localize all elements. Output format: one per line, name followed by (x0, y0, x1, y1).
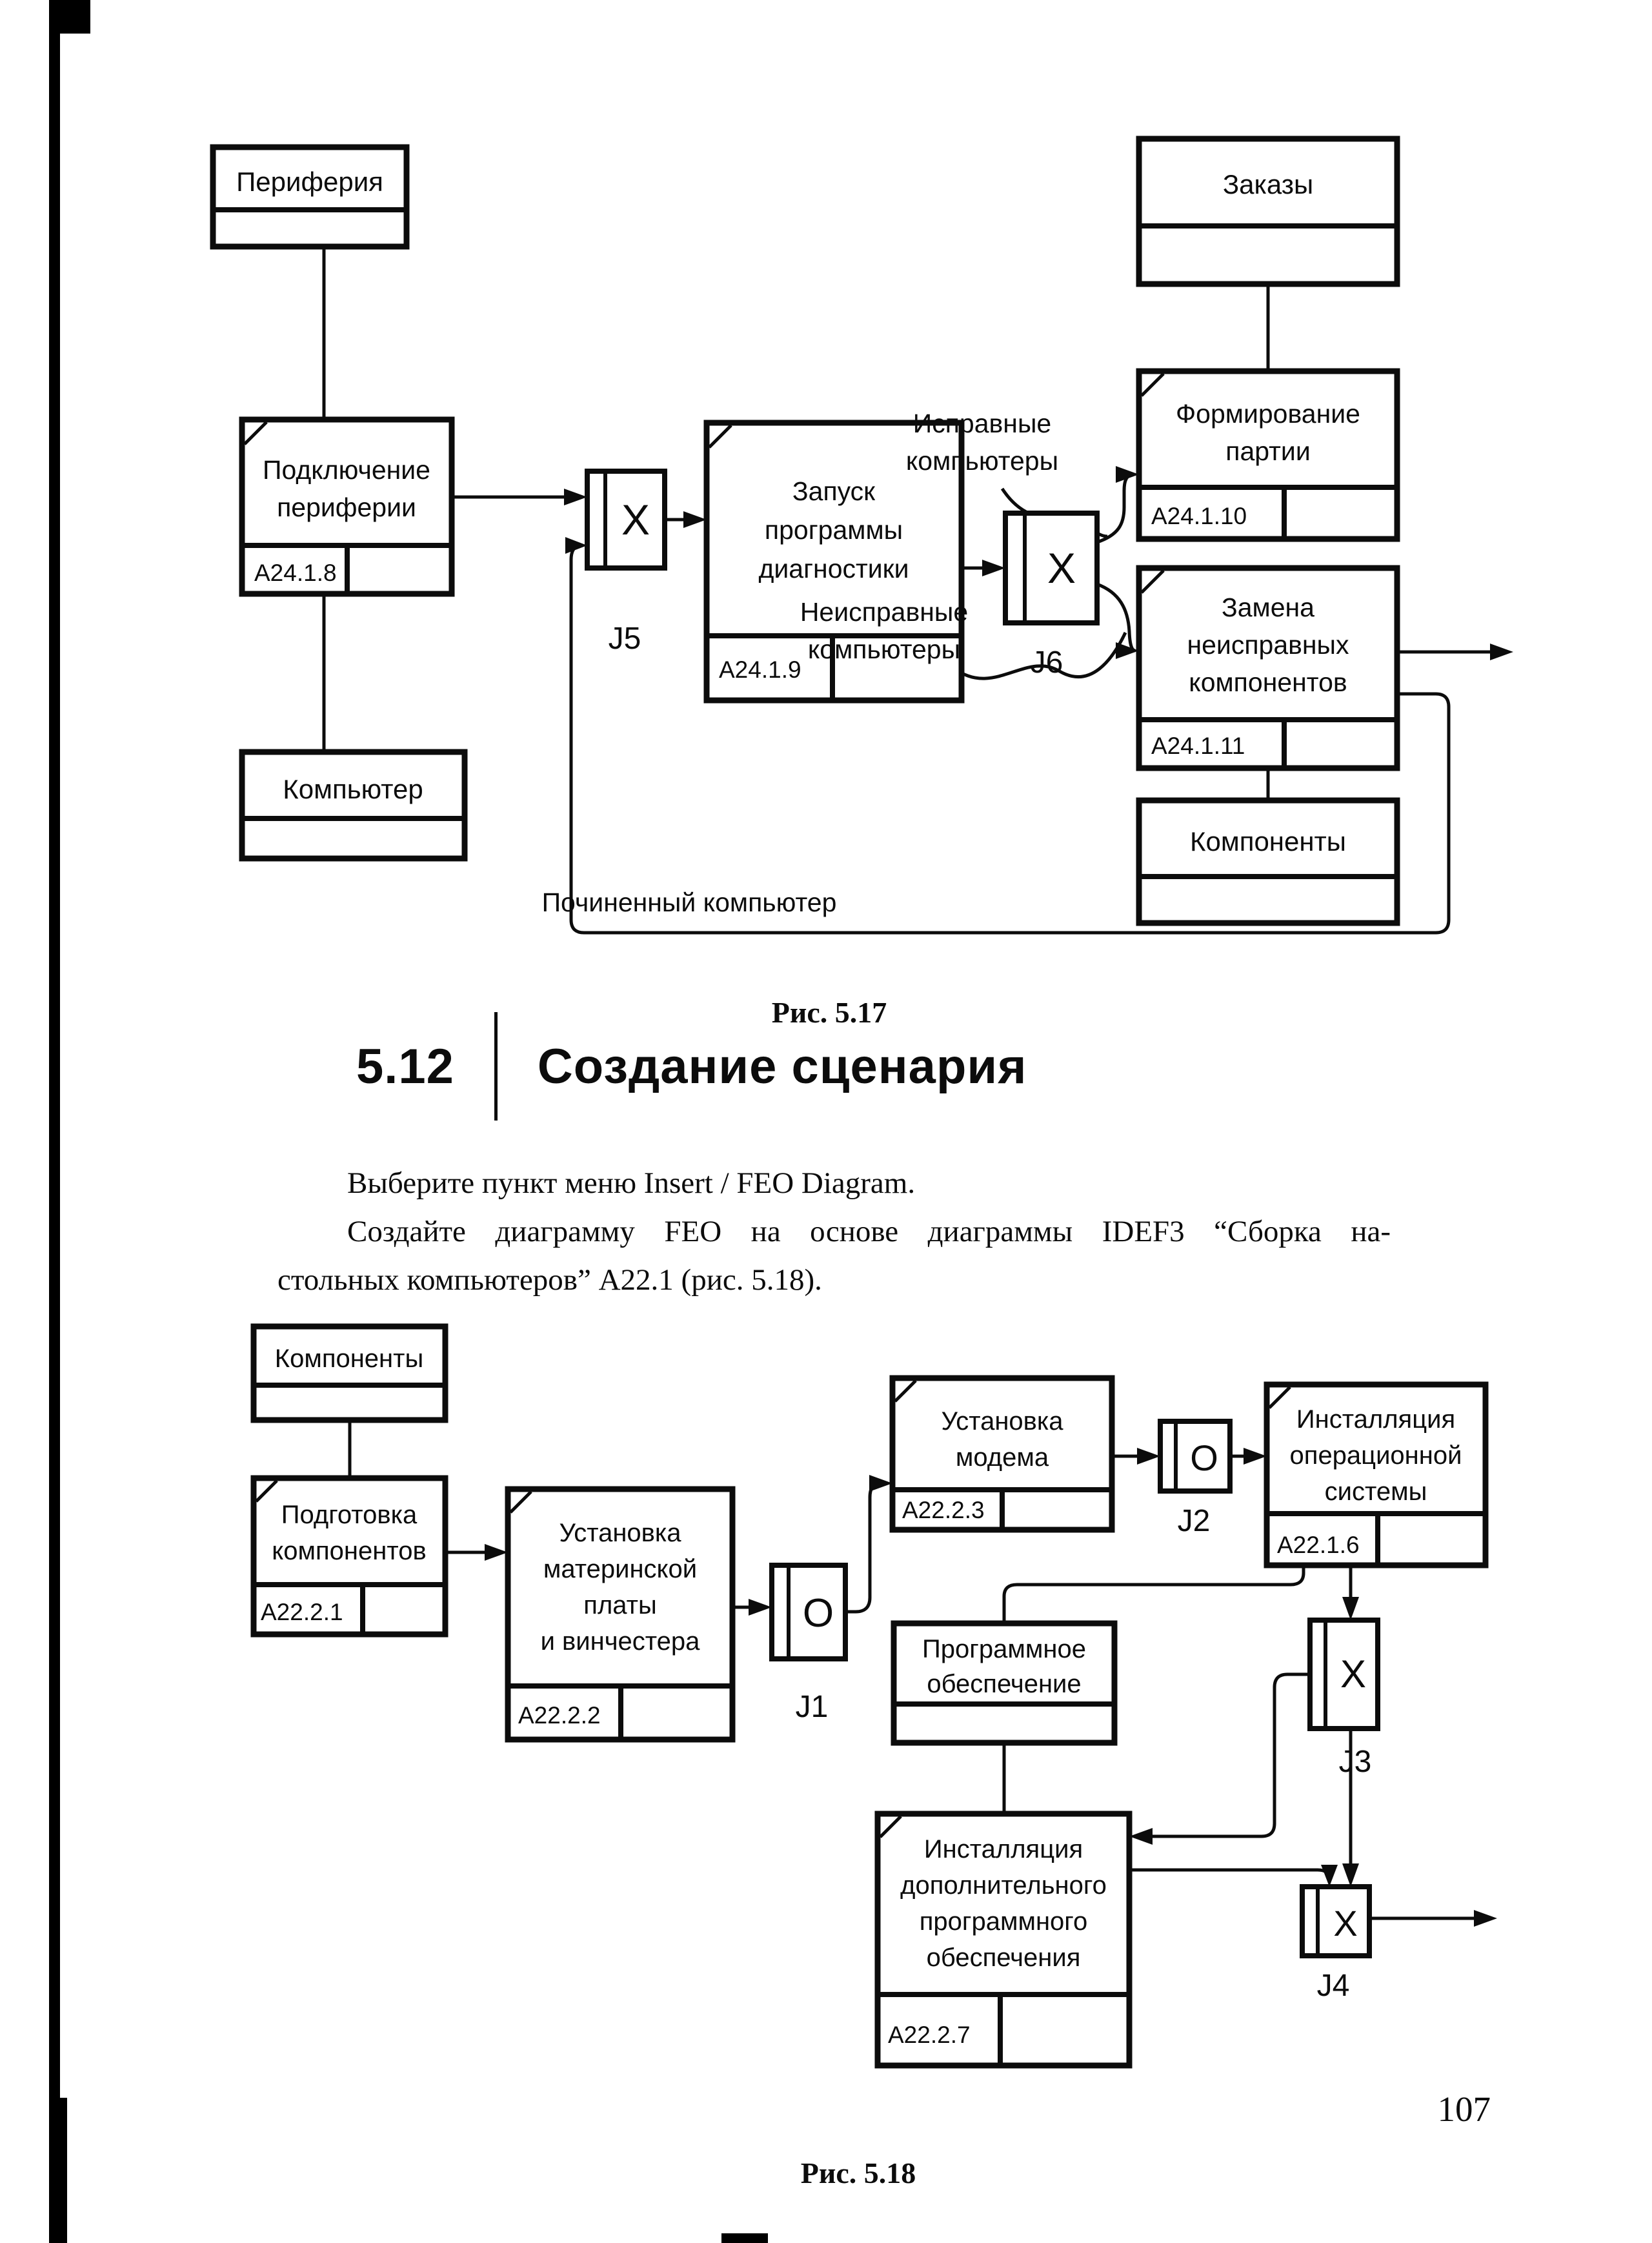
referent-box-periferia (213, 147, 407, 247)
arrowhead-icon (1137, 1448, 1160, 1465)
arrowhead-icon (869, 1475, 892, 1492)
uob-title-line: периферии (277, 492, 416, 522)
uob-title-line: модема (955, 1443, 1049, 1472)
referent-label: Программное (922, 1635, 1086, 1663)
paragraph-line: стольных компьютеров” А22.1 (рис. 5.18). (277, 1263, 822, 1297)
fig17-diagram (213, 139, 1513, 933)
uob-box-podklyuchenie (242, 420, 452, 594)
uob-title-line: Подключение (263, 455, 430, 485)
junction-j2 (1160, 1421, 1230, 1538)
uob-title-line: Запуск (792, 476, 876, 506)
junction-type-glyph: X (1340, 1652, 1367, 1696)
uob-id: А22.1.6 (1277, 1532, 1360, 1558)
uob-box-formirovanie (1139, 371, 1397, 539)
junction-label: J1 (795, 1690, 829, 1724)
paragraph-line: Создайте диаграмму FEO на основе диаграммы IDEF3 “Сборка на- (347, 1215, 1391, 1248)
uob-title-line: и винчестера (540, 1627, 700, 1656)
uob-title-line: неисправных (1187, 630, 1349, 660)
referent-label: Заказы (1222, 169, 1314, 199)
fig17-caption: Рис. 5.17 (771, 996, 887, 1029)
uob-title-line: Замена (1221, 593, 1315, 622)
junction-type-glyph: X (621, 496, 650, 543)
junction-j4 (1302, 1887, 1369, 2003)
flow-line (845, 1483, 880, 1612)
uob-title-line: компонентов (1189, 667, 1347, 697)
uob-title-line: материнской (543, 1555, 698, 1583)
uob-box-instdop (878, 1814, 1129, 2065)
arrowhead-icon (1244, 1448, 1267, 1465)
uob-title-line: Установка (559, 1519, 681, 1547)
paragraph-line: Выберите пункт меню Insert / FEO Diagram. (347, 1166, 916, 1200)
junction-label: J2 (1177, 1504, 1211, 1538)
referent-box-zakazy (1139, 139, 1397, 284)
uob-title-line: диагностики (758, 554, 909, 584)
uob-id: А22.2.2 (518, 1702, 601, 1729)
junction-label: J5 (608, 622, 641, 656)
referent-label: обеспечение (927, 1670, 1082, 1698)
uob-box-podgotovka (254, 1478, 445, 1634)
referent-label: Компьютер (283, 774, 423, 804)
junction-label: J3 (1338, 1745, 1372, 1779)
heading-divider (494, 1012, 498, 1121)
referent-box-komponenty17 (1139, 800, 1397, 923)
uob-id: А22.2.3 (902, 1497, 985, 1523)
arrowhead-icon (1490, 644, 1513, 660)
uob-box-ustmat (508, 1489, 732, 1740)
fig18-caption: Рис. 5.18 (800, 2157, 916, 2189)
section-heading (356, 1012, 1027, 1121)
arrowhead-icon (1116, 466, 1139, 483)
arrowhead-icon (982, 560, 1005, 576)
referent-box-po (894, 1623, 1114, 1743)
flow-line (1097, 474, 1133, 542)
uob-title-line: партии (1225, 436, 1311, 466)
uob-title-line: Инсталляция (923, 1835, 1083, 1863)
uob-title-line: программы (764, 515, 903, 545)
uob-box-instos (1267, 1385, 1486, 1565)
junction-label: J6 (1030, 645, 1063, 680)
referent-box-komputer (242, 752, 465, 858)
uob-title-line: операционной (1289, 1441, 1462, 1470)
flow-line (1004, 1565, 1304, 1623)
junction-type-glyph: O (1190, 1437, 1218, 1478)
arrowhead-icon (1321, 1865, 1338, 1887)
section-number: 5.12 (356, 1039, 454, 1094)
junction-j1 (772, 1565, 845, 1724)
uob-title-line: Подготовка (281, 1501, 418, 1529)
uob-title-line: дополнительного (900, 1871, 1107, 1900)
arrowhead-icon (683, 511, 707, 528)
page-number: 107 (1437, 2089, 1491, 2129)
junction-label: J4 (1316, 1969, 1350, 2003)
arrowhead-icon (1342, 1597, 1359, 1620)
arrowhead-icon (749, 1599, 772, 1616)
uob-title-line: Формирование (1176, 399, 1360, 429)
uob-title-line: системы (1324, 1477, 1427, 1506)
svg-text:компьютеры: компьютеры (807, 634, 961, 664)
uob-id: А24.1.10 (1151, 503, 1247, 529)
svg-text:Исправные: Исправные (912, 409, 1052, 438)
junction-type-glyph: X (1333, 1903, 1358, 1944)
referent-label: Компоненты (274, 1345, 424, 1373)
arrowhead-icon (564, 489, 587, 505)
body-text (277, 1159, 1391, 1304)
flow-line (1097, 584, 1135, 651)
referent-label: Периферия (236, 167, 383, 197)
uob-id: А24.1.9 (719, 656, 801, 683)
junction-j5 (587, 471, 665, 656)
referent-label: Компоненты (1190, 826, 1346, 857)
uob-id: А24.1.11 (1151, 733, 1245, 759)
svg-text:Неисправные: Неисправные (800, 597, 969, 627)
uob-title-line: платы (583, 1591, 657, 1619)
uob-title-line: Установка (941, 1407, 1063, 1436)
arrowhead-icon (565, 537, 587, 554)
uob-box-zamena (1139, 568, 1397, 768)
uob-title-line: компонентов (272, 1537, 427, 1565)
fig18-diagram (254, 1326, 1497, 2065)
referent-box-komponenty18 (254, 1326, 445, 1420)
junction-type-glyph: O (802, 1591, 834, 1636)
flow-line (1129, 1867, 1329, 1880)
arrowhead-icon (1342, 1863, 1359, 1887)
junction-type-glyph: X (1047, 544, 1076, 592)
uob-title-line: Инсталляция (1296, 1405, 1456, 1434)
arrowhead-icon (485, 1544, 508, 1561)
junction-j3 (1310, 1620, 1378, 1779)
uob-id: А24.1.8 (254, 560, 337, 586)
uob-box-ustmodem (892, 1378, 1112, 1530)
uob-id: А22.2.1 (261, 1599, 343, 1625)
arrowhead-icon (1474, 1910, 1497, 1927)
uob-title-line: программного (919, 1907, 1088, 1936)
uob-id: А22.2.7 (888, 2022, 971, 2048)
junction-j6 (1005, 513, 1097, 680)
flow-line (1151, 1674, 1310, 1836)
flow-label-pochinenny: Починенный компьютер (541, 888, 837, 917)
svg-text:компьютеры: компьютеры (905, 446, 1059, 476)
arrowhead-icon (1129, 1828, 1153, 1845)
uob-title-line: обеспечения (926, 1944, 1081, 1972)
section-title: Создание сценария (537, 1039, 1027, 1094)
